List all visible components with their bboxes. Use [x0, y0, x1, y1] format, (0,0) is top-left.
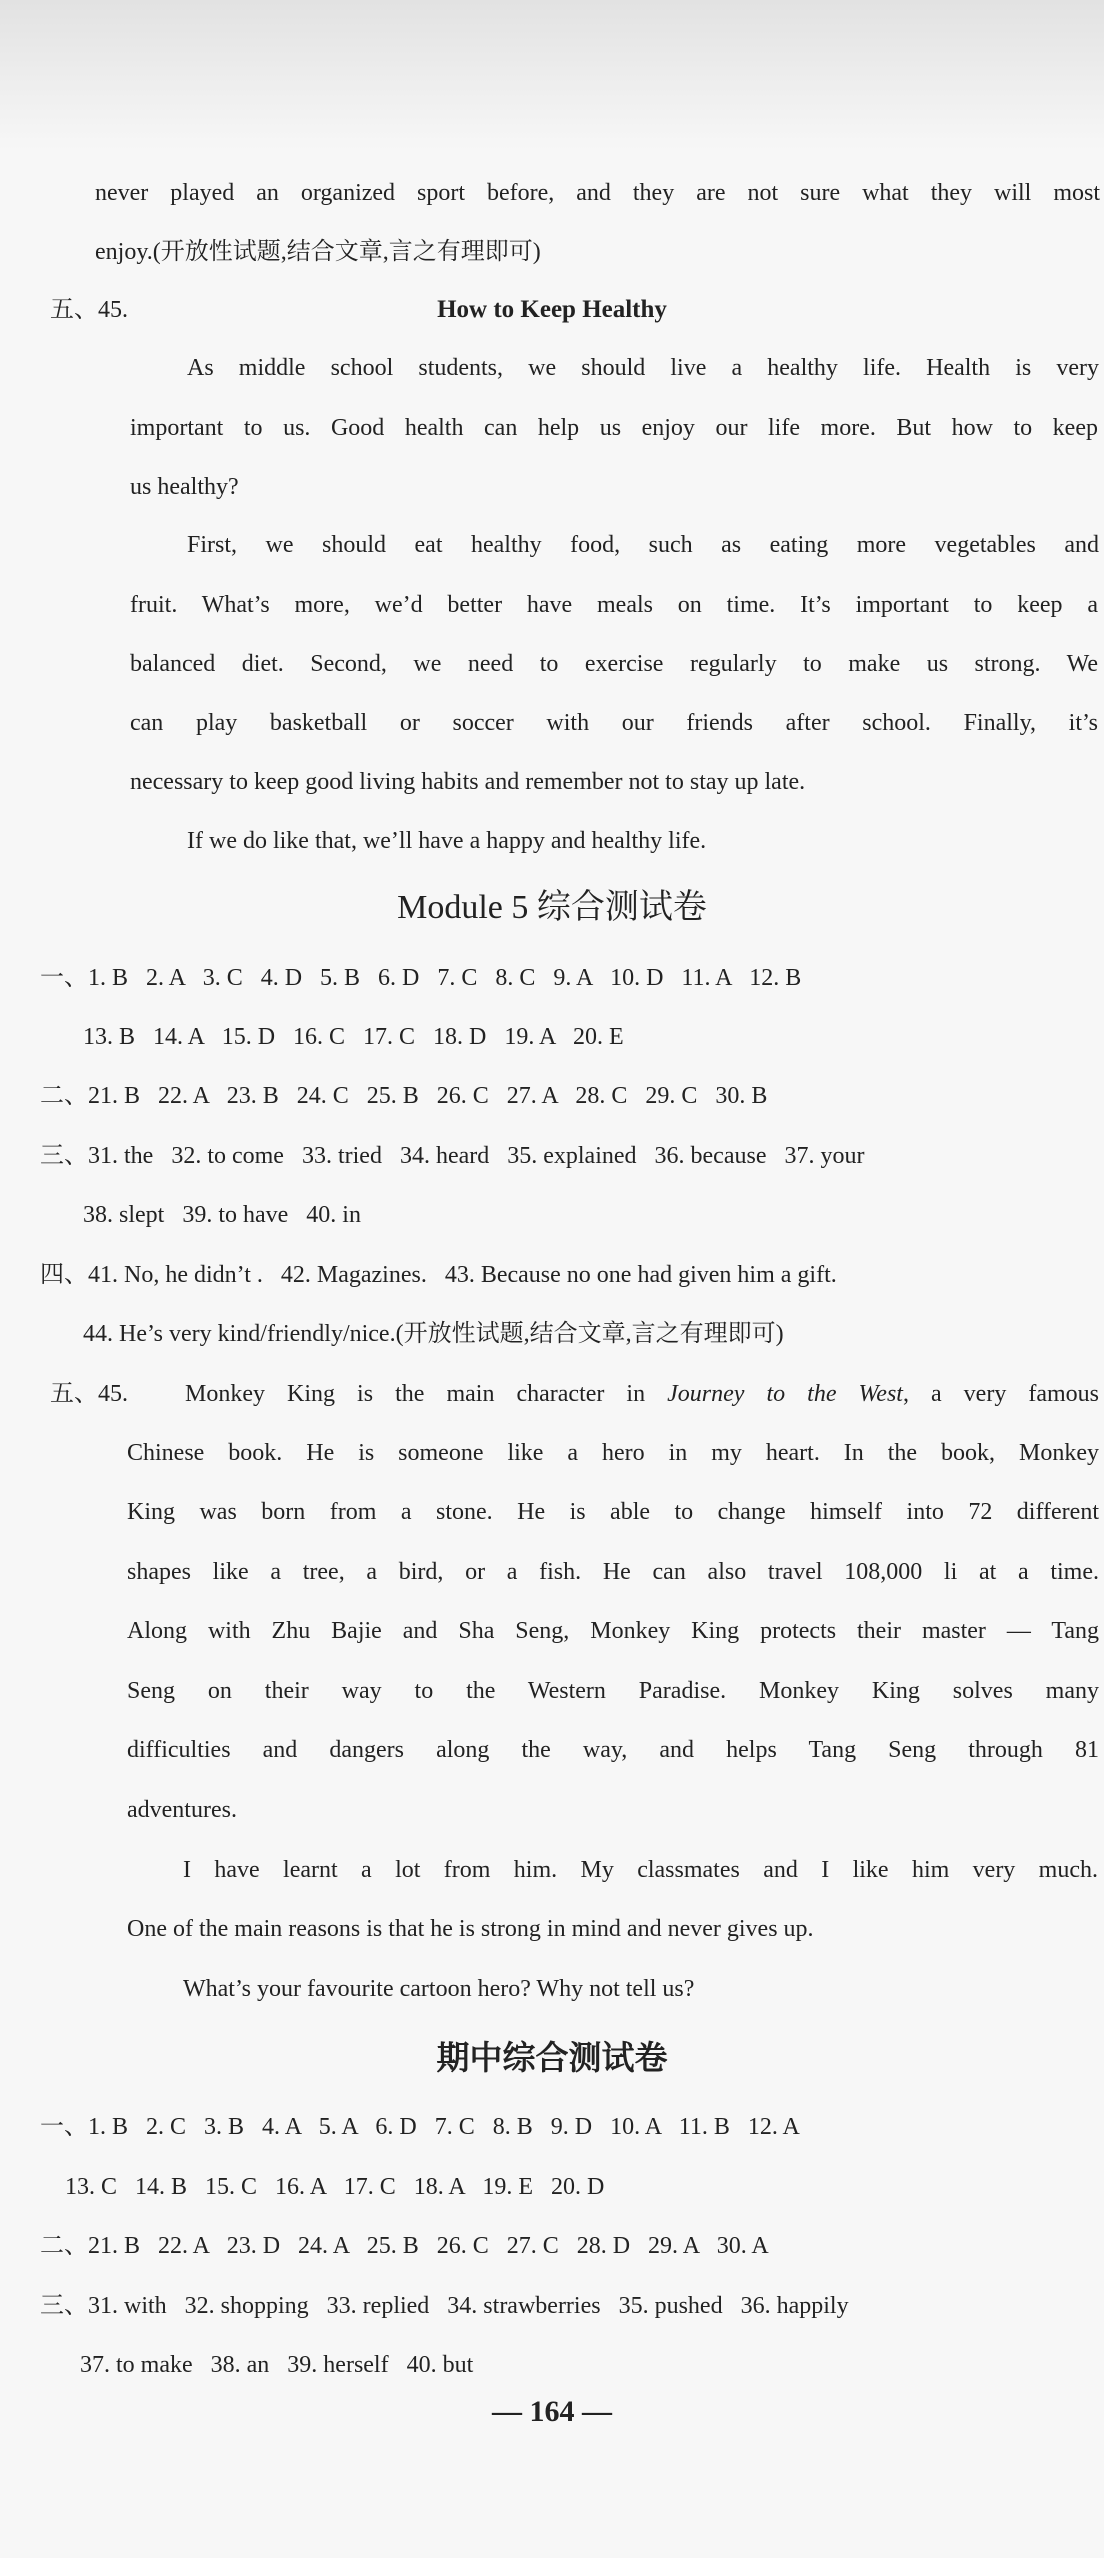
section-title: Module 5 综合测试卷 [397, 889, 707, 926]
text-line: Chinese book. He is someone like a hero in my heart. In the book, Monkey [127, 1440, 1099, 1466]
text-line: us healthy? [130, 474, 239, 500]
text-line: shapes like a tree, a bird, or a fish. He can also travel 108,000 li at a time. [127, 1559, 1099, 1585]
text-line: balanced diet. Second, we need to exercise regularly to make us strong. We [130, 651, 1098, 677]
answer-line: 三、31. with 32. shopping 33. replied 34. strawberries 35. pushed 36. happily [40, 2293, 849, 2319]
answer-line: 38. slept 39. to have 40. in [83, 1202, 361, 1228]
text-line: Along with Zhu Bajie and Sha Seng, Monkey King protects their master — Tang [127, 1618, 1099, 1644]
text-line: King was born from a stone. He is able to change himself into 72 different [127, 1499, 1099, 1525]
text-line: I have learnt a lot from him. My classmates and I like him very much. [183, 1857, 1098, 1883]
text-fragment: Monkey King is the main character in [185, 1381, 668, 1407]
answer-line: 一、1. B 2. C 3. B 4. A 5. A 6. D 7. C 8. B 9. D 10. A 11. B 12. A [40, 2114, 800, 2140]
text-fragment: , a very famous [902, 1381, 1100, 1407]
text-line: fruit. What’s more, we’d better have meals on time. It’s important to keep a [130, 592, 1098, 618]
answer-line: 三、31. the 32. to come 33. tried 34. heard 35. explained 36. because 37. your [40, 1143, 865, 1169]
section-title: 期中综合测试卷 [436, 2038, 668, 2077]
answer-line: 44. He’s very kind/friendly/nice.(开放性试题,结合文章,言之有理即可) [83, 1321, 784, 1347]
answer-line: 四、41. No, he didn’t . 42. Magazines. 43. Because no one had given him a gift. [40, 1262, 837, 1288]
text-line: First, we should eat healthy food, such as eating more vegetables and [187, 532, 1099, 558]
answer-line: 二、21. B 22. A 23. D 24. A 25. B 26. C 27. C 28. D 29. A 30. A [40, 2233, 769, 2259]
text-line: necessary to keep good living habits and remember not to stay up late. [130, 769, 806, 795]
answer-line: 13. C 14. B 15. C 16. A 17. C 18. A 19. E 20. D [65, 2174, 605, 2200]
answer-line: 37. to make 38. an 39. herself 40. but [80, 2352, 474, 2378]
text-line: As middle school students, we should live a healthy life. Health is very [187, 355, 1099, 381]
text-line: adventures. [127, 1797, 237, 1823]
page-number: — 164 — [492, 2395, 612, 2428]
answer-line: 一、1. B 2. A 3. C 4. D 5. B 6. D 7. C 8. C 9. A 10. D 11. A 12. B [40, 965, 802, 991]
text-line: What’s your favourite cartoon hero? Why not tell us? [183, 1976, 695, 2002]
text-line: One of the main reasons is that he is strong in mind and never gives up. [127, 1916, 814, 1942]
text-line: If we do like that, we’ll have a happy and healthy life. [187, 828, 707, 854]
essay-title: How to Keep Healthy [437, 296, 667, 323]
text-line: never played an organized sport before, and they are not sure what they will most [95, 180, 1100, 206]
answer-line: 二、21. B 22. A 23. B 24. C 25. B 26. C 27. A 28. C 29. C 30. B [40, 1083, 768, 1109]
question-number: 五、45. [50, 297, 128, 323]
answer-line: 13. B 14. A 15. D 16. C 17. C 18. D 19. A 20. E [83, 1024, 624, 1050]
text-line: difficulties and dangers along the way, and helps Tang Seng through 81 [127, 1737, 1099, 1763]
book-title: Journey to the West [667, 1381, 903, 1407]
question-number: 五、45. [50, 1381, 128, 1407]
scan-shade [0, 0, 1104, 150]
text-line: important to us. Good health can help us enjoy our life more. But how to keep [130, 415, 1098, 441]
text-line: enjoy.(开放性试题,结合文章,言之有理即可) [95, 239, 541, 265]
text-line [185, 1379, 1099, 1409]
text-line: Seng on their way to the Western Paradise. Monkey King solves many [127, 1678, 1099, 1704]
text-line: can play basketball or soccer with our friends after school. Finally, it’s [130, 710, 1098, 736]
